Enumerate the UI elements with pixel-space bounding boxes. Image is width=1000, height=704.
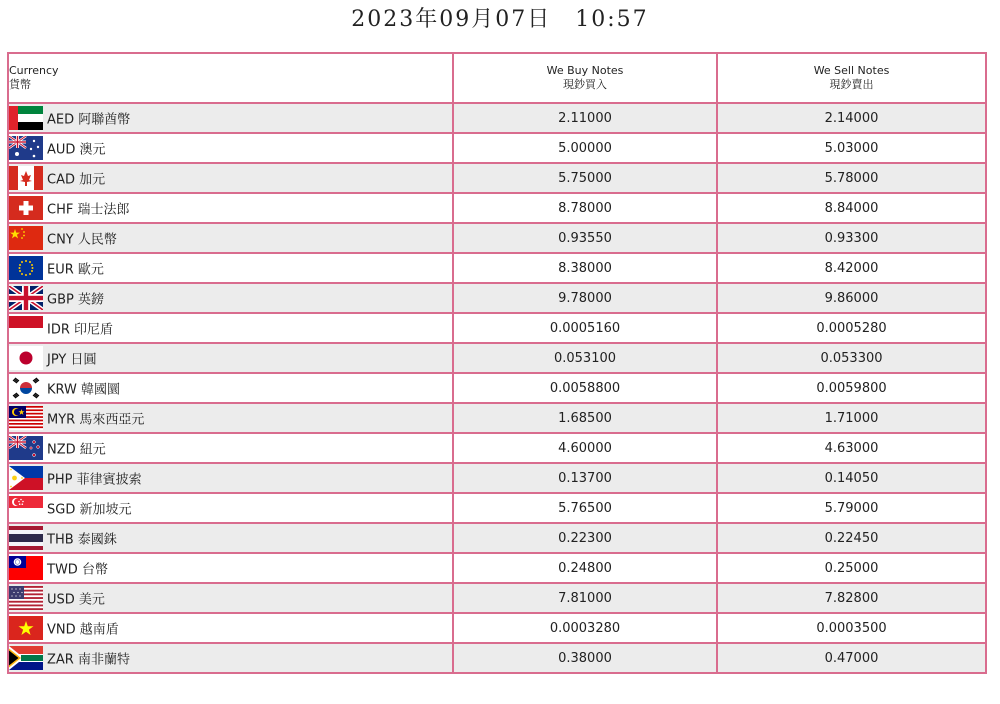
table-header-row (8, 53, 986, 103)
sell-rate-cell: 5.03000 (717, 133, 986, 163)
flag-aud-icon (9, 136, 43, 160)
buy-rate-cell: 7.81000 (453, 583, 717, 613)
table-row (8, 193, 986, 223)
table-row (8, 163, 986, 193)
buy-rate-cell: 5.75000 (453, 163, 717, 193)
currency-label: USD 美元 (47, 592, 105, 608)
currency-label: JPY 日圓 (47, 352, 97, 368)
flag-sgd-icon (9, 496, 43, 520)
table-row (8, 583, 986, 613)
buy-rate-cell: 9.78000 (453, 283, 717, 313)
table-row (8, 313, 986, 343)
table-row (8, 463, 986, 493)
table-row (8, 223, 986, 253)
buy-rate-cell: 0.38000 (453, 643, 717, 673)
sell-rate-cell: 0.053300 (717, 343, 986, 373)
sell-rate-cell: 0.22450 (717, 523, 986, 553)
sell-header-zh: 現鈔賣出 (829, 78, 874, 91)
table-row (8, 493, 986, 523)
buy-rate-cell: 0.0058800 (453, 373, 717, 403)
table-row (8, 613, 986, 643)
table-row (8, 103, 986, 133)
flag-thb-icon (9, 526, 43, 550)
buy-rate-cell: 1.68500 (453, 403, 717, 433)
buy-rate-cell: 8.78000 (453, 193, 717, 223)
currency-label: GBP 英鎊 (47, 292, 104, 308)
currency-label: THB 泰國銖 (47, 532, 117, 548)
currency-cell (8, 553, 453, 583)
sell-rate-cell: 9.86000 (717, 283, 986, 313)
currency-label: NZD 紐元 (47, 442, 106, 458)
currency-header-en: Currency (9, 64, 59, 77)
currency-label: EUR 歐元 (47, 262, 104, 278)
currency-label: PHP 菲律賓披索 (47, 472, 142, 488)
exchange-rate-board (7, 52, 987, 674)
sell-rate-cell: 0.93300 (717, 223, 986, 253)
table-row (8, 433, 986, 463)
currency-cell (8, 613, 453, 643)
currency-label: SGD 新加坡元 (47, 502, 132, 518)
currency-cell (8, 343, 453, 373)
table-row (8, 343, 986, 373)
rates-table (7, 52, 987, 674)
currency-cell (8, 103, 453, 133)
buy-rate-cell: 5.00000 (453, 133, 717, 163)
buy-header-zh: 現鈔買入 (563, 78, 607, 91)
sell-rate-cell: 8.42000 (717, 253, 986, 283)
sell-rate-cell: 0.14050 (717, 463, 986, 493)
currency-cell (8, 493, 453, 523)
currency-cell (8, 433, 453, 463)
flag-idr-icon (9, 316, 43, 340)
sell-rate-cell: 0.0003500 (717, 613, 986, 643)
currency-label: CNY 人民幣 (47, 232, 117, 248)
page-title: 2023年09月07日 10:57 (351, 7, 649, 32)
currency-cell (8, 253, 453, 283)
currency-cell (8, 403, 453, 433)
currency-label: MYR 馬來西亞元 (47, 412, 145, 428)
currency-cell (8, 193, 453, 223)
sell-rate-cell: 4.63000 (717, 433, 986, 463)
buy-rate-cell: 0.22300 (453, 523, 717, 553)
buy-rate-cell: 8.38000 (453, 253, 717, 283)
flag-jpy-icon (9, 346, 43, 370)
currency-cell (8, 283, 453, 313)
table-row (8, 523, 986, 553)
flag-twd-icon (9, 556, 43, 580)
flag-eur-icon (9, 256, 43, 280)
currency-label: CAD 加元 (47, 172, 106, 188)
currency-column-header (8, 53, 453, 103)
table-row (8, 373, 986, 403)
buy-rate-cell: 0.93550 (453, 223, 717, 253)
currency-label: IDR 印尼盾 (47, 322, 114, 338)
flag-cad-icon (9, 166, 43, 190)
sell-rate-cell: 7.82800 (717, 583, 986, 613)
currency-label: VND 越南盾 (47, 622, 119, 638)
sell-rate-cell: 0.0059800 (717, 373, 986, 403)
currency-cell (8, 523, 453, 553)
flag-myr-icon (9, 406, 43, 430)
sell-rate-cell: 0.47000 (717, 643, 986, 673)
flag-gbp-icon (9, 286, 43, 310)
currency-header-zh: 貨幣 (9, 78, 31, 91)
currency-label: AED 阿聯酋幣 (47, 112, 131, 128)
buy-rate-cell: 0.0003280 (453, 613, 717, 643)
currency-label: CHF 瑞士法郎 (47, 202, 130, 218)
buy-rate-cell: 0.24800 (453, 553, 717, 583)
flag-chf-icon (9, 196, 43, 220)
buy-header-en: We Buy Notes (546, 64, 624, 77)
sell-rate-cell: 5.78000 (717, 163, 986, 193)
flag-usd-icon (9, 586, 43, 610)
flag-krw-icon (9, 376, 43, 400)
flag-vnd-icon (9, 616, 43, 640)
flag-php-icon (9, 466, 43, 490)
currency-cell (8, 313, 453, 343)
buy-rate-cell: 0.053100 (453, 343, 717, 373)
currency-cell (8, 643, 453, 673)
table-row (8, 283, 986, 313)
rates-table-body (8, 103, 986, 673)
currency-label: KRW 韓國圜 (47, 382, 121, 398)
buy-rate-cell: 2.11000 (453, 103, 717, 133)
currency-cell (8, 223, 453, 253)
sell-rate-cell: 2.14000 (717, 103, 986, 133)
buy-rate-cell: 0.0005160 (453, 313, 717, 343)
currency-label: AUD 澳元 (47, 142, 106, 158)
flag-nzd-icon (9, 436, 43, 460)
flag-cny-icon (9, 226, 43, 250)
table-row (8, 643, 986, 673)
sell-rate-cell: 0.0005280 (717, 313, 986, 343)
currency-cell (8, 373, 453, 403)
table-row (8, 553, 986, 583)
sell-rate-cell: 8.84000 (717, 193, 986, 223)
currency-cell (8, 583, 453, 613)
sell-rate-cell: 0.25000 (717, 553, 986, 583)
sell-rate-cell: 5.79000 (717, 493, 986, 523)
currency-label: ZAR 南非蘭特 (47, 652, 130, 668)
flag-aed-icon (9, 106, 43, 130)
buy-column-header (453, 53, 717, 103)
currency-label: TWD 台幣 (47, 562, 108, 578)
buy-rate-cell: 0.13700 (453, 463, 717, 493)
sell-rate-cell: 1.71000 (717, 403, 986, 433)
table-row (8, 133, 986, 163)
sell-column-header (717, 53, 986, 103)
currency-cell (8, 163, 453, 193)
currency-cell (8, 463, 453, 493)
buy-rate-cell: 5.76500 (453, 493, 717, 523)
buy-rate-cell: 4.60000 (453, 433, 717, 463)
currency-cell (8, 133, 453, 163)
flag-zar-icon (9, 646, 43, 670)
table-row (8, 403, 986, 433)
sell-header-en: We Sell Notes (813, 64, 890, 77)
table-row (8, 253, 986, 283)
